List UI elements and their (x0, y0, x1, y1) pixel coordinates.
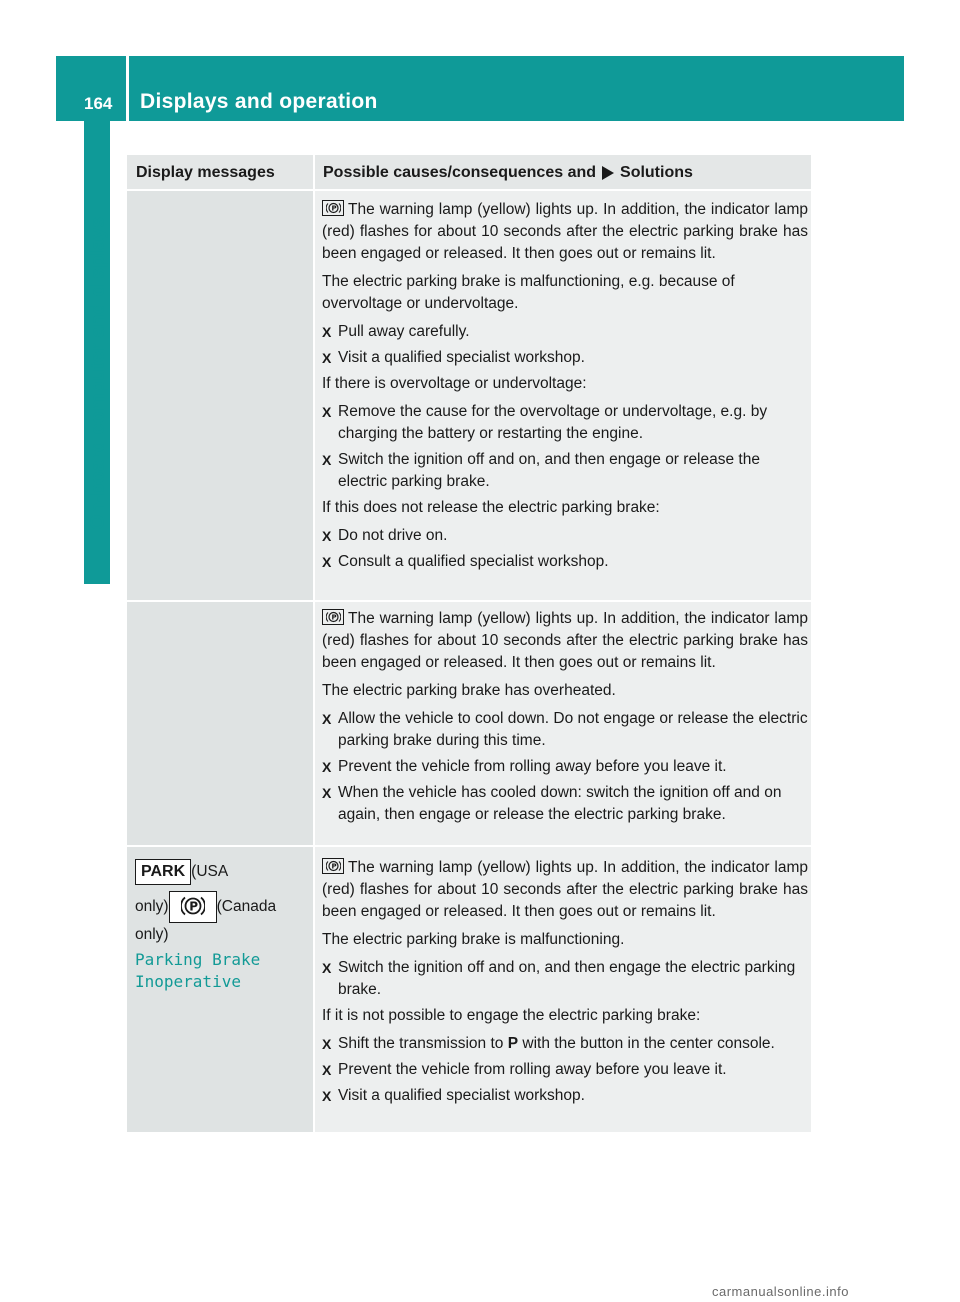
bullet-mark: X (322, 554, 332, 570)
list-item (322, 525, 808, 547)
svg-text:P: P (331, 613, 337, 622)
usa-indicator-line (135, 859, 307, 885)
bullet-text: Prevent the vehicle from rolling away before you leave it. (338, 758, 727, 775)
canada-text: (Canada (216, 898, 277, 916)
section-title: Displays and operation (140, 90, 378, 113)
row-2-cause: The electric parking brake has overheated. (322, 682, 616, 699)
row-1-intro (322, 199, 808, 265)
bullet-text: Visit a qualified specialist workshop. (338, 1087, 585, 1104)
parking-brake-warning-icon (322, 858, 344, 874)
row-3-cause: The electric parking brake is malfunctioning. (322, 931, 625, 948)
bullet-mark: X (322, 324, 332, 340)
row-1-content (322, 199, 808, 577)
row-1-condition-2: If this does not release the electric parking brake: (322, 499, 660, 516)
svg-text:P: P (331, 204, 337, 213)
bullet-mark: X (322, 1088, 332, 1104)
bullet-text (338, 1033, 808, 1055)
watermark: carmanualsonline.info (712, 1284, 849, 1299)
parking-brake-p-icon (169, 891, 217, 923)
bullet-mark: X (322, 528, 332, 544)
row-2-intro-text: The warning lamp (yellow) lights up. In addition, the indicator lamp (red) flashes for about 10 seconds after the electric parking brake has been engaged or released. It then goes out or remains lit. (322, 610, 808, 671)
list-item (322, 1033, 808, 1055)
row-separator (127, 600, 811, 602)
bullet-mark: X (322, 785, 332, 801)
gear-p-label: P (507, 1035, 519, 1052)
list-item (322, 1085, 808, 1107)
parking-brake-message (135, 949, 307, 993)
row-separator (127, 845, 811, 847)
list-item (322, 957, 808, 1001)
bullet-mark: X (322, 452, 332, 468)
message-line-1: Parking Brake (135, 950, 261, 969)
row-3-intro (322, 857, 808, 923)
list-item (322, 347, 808, 369)
shift-text-pre: Shift the transmission to (338, 1035, 504, 1052)
bullet-text: Switch the ignition off and on, and then engage or release the electric parking brake. (338, 451, 760, 490)
list-item (322, 449, 808, 493)
park-icon: PARK (135, 859, 191, 885)
header-causes-text: Possible causes/consequences and (323, 164, 597, 181)
list-item (322, 551, 808, 573)
list-item (322, 321, 808, 343)
list-item (322, 756, 808, 778)
bullet-text: When the vehicle has cooled down: switch the ignition off and on again, then engage or release the electric parking brake. (338, 784, 782, 823)
bullet-text: Pull away carefully. (338, 323, 470, 340)
column-separator (313, 155, 315, 1132)
parking-brake-warning-icon (322, 200, 344, 216)
bullet-mark: X (322, 759, 332, 775)
display-messages-table (127, 155, 811, 1132)
svg-text:P: P (188, 899, 198, 914)
header-solutions-text: Solutions (620, 164, 693, 181)
row-2-content (322, 608, 808, 830)
row-1-condition-1: If there is overvoltage or undervoltage: (322, 375, 587, 392)
solutions-arrow-icon (602, 166, 614, 180)
bullet-text: Prevent the vehicle from rolling away before you leave it. (338, 1061, 727, 1078)
bullet-text: Remove the cause for the overvoltage or undervoltage, e.g. by charging the battery or restarting the engine. (338, 403, 768, 442)
row-3-content (322, 857, 808, 1111)
bullet-text: Switch the ignition off and on, and then engage the electric parking brake. (338, 959, 796, 998)
canada-indicator-line (135, 891, 307, 923)
row-1-intro-text: The warning lamp (yellow) lights up. In addition, the indicator lamp (red) flashes for about 10 seconds after the electric parking brake has been engaged or released. It then goes out or remains lit. (322, 201, 808, 262)
header-divider (126, 56, 129, 121)
list-item (322, 708, 808, 752)
bullet-text: Allow the vehicle to cool down. Do not engage or release the electric parking brake during this time. (338, 710, 808, 749)
row-3-intro-text: The warning lamp (yellow) lights up. In addition, the indicator lamp (red) flashes for about 10 seconds after the electric parking brake has been engaged or released. It then goes out or remains lit. (322, 859, 808, 920)
usa-only-text: only) (135, 898, 169, 916)
usa-text: (USA (191, 863, 229, 881)
bullet-mark: X (322, 960, 332, 976)
shift-text-post: with the button in the center console. (522, 1035, 775, 1052)
list-item (322, 1059, 808, 1081)
row-2-intro (322, 608, 808, 674)
header-display-messages: Display messages (136, 164, 275, 181)
page-number: 164 (84, 94, 113, 113)
bullet-mark: X (322, 350, 332, 366)
parking-brake-warning-icon (322, 609, 344, 625)
row-3-display-message (135, 859, 307, 993)
message-line-2: Inoperative (135, 972, 241, 991)
bullet-mark: X (322, 1062, 332, 1078)
header-separator (127, 189, 811, 191)
bullet-mark: X (322, 404, 332, 420)
canada-only-text: only) (135, 926, 169, 943)
row-1-cause: The electric parking brake is malfunctioning, e.g. because of overvoltage or undervoltage. (322, 273, 735, 312)
bullet-text: Consult a qualified specialist workshop. (338, 553, 609, 570)
bullet-mark: X (322, 711, 332, 727)
row-3-condition-1: If it is not possible to engage the electric parking brake: (322, 1007, 701, 1024)
list-item (322, 401, 808, 445)
header-causes-solutions (323, 164, 693, 182)
list-item (322, 782, 808, 826)
bullet-text: Do not drive on. (338, 527, 448, 544)
chapter-side-label: On-board computer and displays (87, 216, 109, 530)
svg-text:P: P (331, 862, 337, 871)
bullet-mark: X (322, 1036, 332, 1052)
bullet-text: Visit a qualified specialist workshop. (338, 349, 585, 366)
